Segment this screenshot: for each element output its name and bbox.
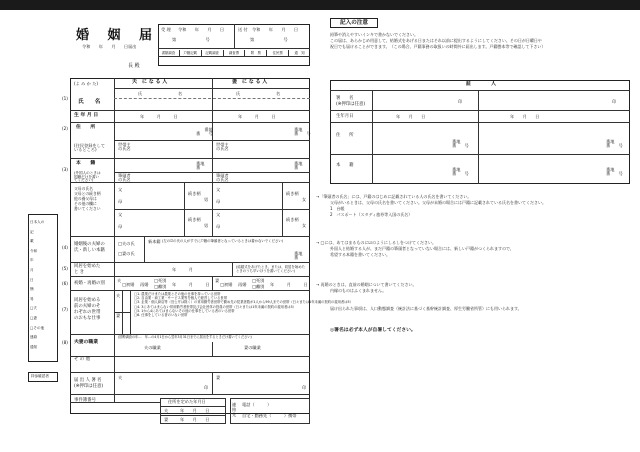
accept-slots	[158, 50, 310, 56]
parents-label: 父母の氏名 父母との続き柄 他の養父母は その他の欄に 書いてください	[74, 186, 101, 211]
husband-father-label: 父	[118, 187, 123, 192]
note-checkbox: → □には、あてはまるものに☑のようにしるしをつけてください。	[316, 240, 436, 245]
wife-relation-label: 続き柄	[286, 191, 299, 196]
wife-header: 妻 に な る 人	[232, 79, 268, 85]
side-label: 月	[30, 267, 34, 272]
witness-header: 証 人	[466, 81, 497, 87]
occupation-list	[134, 292, 353, 318]
witness-name-label: 署 名 (※押印は任意)	[336, 96, 366, 107]
new-honseki-label: 婚姻後の夫婦の 氏・新しい本籍	[74, 242, 105, 253]
wife-prev-date: 年 月 日	[270, 282, 308, 287]
witness-honseki-banchi-2: 番地 番 号	[606, 167, 623, 177]
side-labels	[30, 218, 56, 352]
husband-prev-date: 年 月 日	[172, 282, 210, 287]
occupation-option[interactable]: □4. 3にあてはまらない常用勤労者世帯及び会社団体の役員の世帯（日々または1年未満の契約の雇用者は5）	[134, 304, 296, 309]
cohabit-note: (結婚式をあげたとき、または、同居を始めたときのうち早いほうを書いてください)	[236, 265, 305, 274]
header-bar	[0, 0, 640, 10]
husband-seal: 印	[204, 385, 209, 390]
new-honseki-note: (左の☑の氏の人がすでに戸籍の筆頭者となっているときは書かないでください)	[162, 239, 284, 243]
row-num-6: (6)	[62, 281, 68, 286]
note-remarriage-2: 内縁のものはふくまれません。	[330, 288, 387, 293]
row-num-1: (1)	[62, 96, 68, 101]
row-num-5: (5)	[62, 266, 68, 271]
husband-surname-label: 氏	[138, 91, 143, 96]
form-title: 婚 姻 届	[76, 28, 160, 43]
accept-slot: 通 知	[288, 50, 310, 56]
husband-job-label: 夫の職業	[144, 345, 161, 350]
birth-label: 生 年 月 日	[74, 113, 99, 118]
occ-wife-mark: 妻	[116, 313, 121, 318]
husband-head2-label: 筆頭者 の氏名	[118, 173, 131, 183]
note-item-2: 2 パスポート（スタディ旅券等入国の氏名）	[330, 212, 413, 217]
husband-address-banchi: 番地 番 号	[196, 127, 213, 137]
wife-divorced-checkbox[interactable]: □離別	[252, 284, 265, 289]
witness-honseki-label: 本 籍	[336, 163, 354, 168]
sent-date: 令和 年 月 日	[252, 27, 299, 32]
sent-label: 送 付	[238, 27, 248, 32]
occupation-before-label: 同居を始める 前の夫婦のそ れぞれの世帯 のおもな仕事	[74, 298, 101, 321]
side-label: 日本人の	[30, 220, 45, 224]
side-label: 簡	[30, 287, 34, 292]
side-label: 易	[30, 296, 34, 301]
husband-header: 夫 に な る 人	[132, 79, 168, 85]
husband-relation-label: 続き柄	[188, 191, 201, 196]
occupation-option[interactable]: □2. 自由業・商工業・サービス業等を個人で経営している世帯	[134, 296, 228, 301]
wife-seal: 印	[302, 385, 307, 390]
husband-first-checkbox[interactable]: □初婚	[122, 282, 135, 287]
name-label: 氏 名	[78, 99, 101, 105]
wife-daughter: 女	[302, 197, 307, 202]
other-label: そ の 他	[74, 357, 90, 362]
wife-mother2-label: 母	[216, 224, 221, 229]
wife-birth: 年 月 日	[238, 114, 276, 119]
wife-father-label: 父	[216, 187, 221, 192]
husband-surname-checkbox[interactable]: □夫の氏	[118, 241, 135, 246]
occ-husband-mark: 夫	[116, 293, 121, 298]
honseki-note: (外国人のときは 国籍だけを書い てください)	[74, 171, 101, 183]
side-label: □妻	[30, 315, 37, 320]
wife-head2-label: 筆頭者 の氏名	[216, 173, 229, 183]
wife-mark: 妻	[215, 278, 220, 283]
witness-seal-1: 印	[458, 99, 463, 104]
note-remarriage: → 再婚のときは、直前の婚姻について書いてください。	[316, 282, 417, 287]
accept-slot: 記載調査	[201, 50, 223, 56]
received-no: 第 号	[172, 37, 210, 42]
husband-son2: 男	[204, 223, 209, 228]
husband-given-label: 名	[178, 91, 183, 96]
witness-seal-2: 印	[612, 99, 617, 104]
notes-line-2: この届は、あらかじめ用意して、結婚式をあげる日またはそれ以前に提出するようにしてください。その日が日曜日や	[330, 38, 542, 43]
contact-label: 連絡先	[232, 402, 237, 417]
husband-remarriage-label: 再婚	[140, 282, 149, 287]
new-honseki-banchi: 番地 番	[294, 251, 303, 261]
received-date: 令和 年 月 日	[178, 27, 225, 32]
occupation-option[interactable]: □3. 企業・個人商店等（官公庁は除く）の常用勤労者世帯で勤め先の従業者数が1人から99人までの世帯（日々または1年未満の契約の雇用者は5）	[134, 300, 353, 305]
witness-honseki-banchi-1: 番地 番 号	[452, 167, 469, 177]
residence-husband-date: 年 月 日	[180, 408, 210, 413]
furigana-note: (よ み か た)	[74, 81, 99, 86]
marriage-count-label: 初婚・再婚の別	[74, 281, 105, 286]
cohabit-label: 同居を始めた と き	[74, 264, 101, 275]
wife-father2-label: 父	[216, 212, 221, 217]
witness-birth-2: 年 月 日	[510, 114, 540, 119]
new-honseki-field-label: 新本籍	[148, 239, 161, 244]
occupation-option[interactable]: □5. 1から4にあてはまらないその他の仕事をしている者のいる世帯	[134, 308, 235, 313]
signature-husband-mark: 夫	[118, 375, 123, 380]
wife-job-label: 妻の職業	[244, 345, 261, 350]
wife-head-label: 世帯主 の氏名	[216, 142, 229, 152]
note-head-name: →「筆頭者の氏名」には、戸籍のはじめに記載されている人の氏名を書いてください。	[316, 194, 472, 199]
notes-line-3: 祝日でも届けることができます。（この場合、戸籍事務の取扱いの時間外に届出します。戸籍謄本等で確認して下さい）	[330, 44, 546, 49]
husband-mark: 夫	[117, 278, 122, 283]
side-label: □その他	[30, 325, 45, 330]
accept-slot: 調査票	[223, 50, 245, 56]
witness-address-label: 住 所	[336, 133, 354, 138]
occupation-label: 夫妻の職業	[74, 340, 98, 345]
row-num-3: (3)	[62, 167, 68, 172]
witness-birth-label: 生年月日	[336, 114, 354, 119]
note-foreign: 外国人と結婚する人が、まだ戸籍の筆頭者となっていない場合には、新しい戸籍がつくられますので、	[330, 246, 514, 251]
address-label: 住 所	[76, 125, 96, 130]
husband-birth: 年 月 日	[140, 114, 178, 119]
row-num-2: (2)	[62, 126, 68, 131]
accept-slot: 書類調査	[161, 51, 176, 55]
wife-remarriage-label: 再婚	[238, 282, 247, 287]
row-num-8: (8)	[62, 340, 68, 345]
husband-head-label: 世帯主 の氏名	[118, 142, 131, 152]
side-label: 記	[30, 229, 34, 234]
accept-slot: 住民票	[266, 50, 288, 56]
address-note: (住民登録をして いるところ)	[74, 143, 105, 153]
side-label: 載	[30, 239, 34, 244]
residence-husband-label: 夫	[164, 408, 169, 413]
witness-address-banchi-1: 番地 番 号	[452, 139, 469, 149]
witness-table	[330, 80, 630, 184]
wife-daughter2: 女	[302, 223, 307, 228]
husband-son: 男	[204, 197, 209, 202]
accept-slot: 附 票	[244, 50, 266, 56]
husband-mother-label: 母	[118, 199, 123, 204]
wife-given-label: 名	[276, 91, 281, 96]
wife-relation2-label: 続き柄	[286, 217, 299, 222]
husband-relation2-label: 続き柄	[188, 217, 201, 222]
signature-label: 届 出 人 署 名 (※押印は任意)	[74, 378, 104, 389]
side-label: 日	[30, 277, 34, 282]
side-label: 通知	[30, 344, 38, 349]
case-no-label: 事件簿番号	[74, 398, 96, 403]
wife-mother-label: 母	[216, 199, 221, 204]
cohabit-ym: 年 月	[172, 267, 193, 272]
notes-title: 記入の注意	[330, 18, 378, 28]
husband-father2-label: 父	[118, 212, 123, 217]
residence-date-title: 住所を定めた年月日	[168, 399, 206, 404]
note-parents: 父母がいるときは、父母の氏名を書いてください。父母が未婚の場合には戸籍に記載されている氏名を書いてください。	[330, 200, 546, 205]
notes-line-1: 鉛筆や消えやすいインキで書かないでください。	[330, 32, 418, 37]
husband-divorced-checkbox[interactable]: □離別	[154, 284, 167, 289]
sent-no: 第 号	[250, 37, 288, 42]
wife-surname-checkbox[interactable]: □妻の氏	[118, 251, 135, 256]
contact-home: 自宅・勤務先（ ）携帯	[242, 413, 297, 418]
witness-address-banchi-2: 番地 番 号	[606, 139, 623, 149]
contact-phone: 電話（ ）	[242, 402, 272, 407]
wife-address-banchi: 番地 番 号	[294, 127, 311, 137]
husband-mother2-label: 母	[118, 224, 123, 229]
note-statistics: 届け出られた事項は、人口動態調査（統計法に基づく基幹統計調査、厚生労働省所管）にも用いられます。	[330, 306, 522, 311]
residence-wife-label: 妻	[164, 417, 169, 422]
side-label: □夫	[30, 306, 37, 311]
note-foreign-2: 希望する本籍を書いてください。	[330, 252, 390, 257]
occupation-option[interactable]: □6. 仕事をしている者のいない世帯	[134, 313, 188, 318]
note-signature: ◎署名は必ず本人が自署してください。	[330, 328, 416, 333]
wife-surname-label: 氏	[236, 91, 241, 96]
side-bottom-label: 持参確認者	[31, 374, 49, 378]
occupation-note: (国勢調査の年… 年…の4月1日から翌年3月31日までに届出をするときだけ書いてください)	[118, 335, 252, 339]
wife-bereaved-checkbox[interactable]: □死別	[252, 278, 265, 283]
wife-honseki-banchi: 番地 番	[294, 161, 303, 171]
submit-date: 令和 年 月 日届出	[82, 44, 137, 49]
signature-wife-mark: 妻	[216, 375, 221, 380]
honseki-label: 本 籍	[76, 161, 96, 166]
wife-first-checkbox[interactable]: □初婚	[220, 282, 233, 287]
accept-slot: 戸籍記載	[179, 50, 201, 56]
row-num-7: (7)	[62, 307, 68, 312]
row-num-4: (4)	[62, 245, 68, 250]
note-item-1: 1 台帳	[330, 206, 345, 211]
husband-honseki-banchi: 番地 番	[196, 161, 205, 171]
witness-birth-1: 年 月 日	[396, 114, 426, 119]
recipient: 長 殿	[128, 63, 140, 69]
side-label: 連絡	[30, 335, 38, 340]
occupation-option[interactable]: □1. 農業だけまたは農業とその他の仕事を持っている世帯	[134, 292, 221, 296]
side-label: 令和	[30, 248, 38, 253]
husband-bereaved-checkbox[interactable]: □死別	[154, 278, 167, 283]
side-label: 年	[30, 258, 34, 263]
received-label: 受 理	[161, 27, 171, 32]
residence-wife-date: 年 月 日	[180, 417, 210, 422]
